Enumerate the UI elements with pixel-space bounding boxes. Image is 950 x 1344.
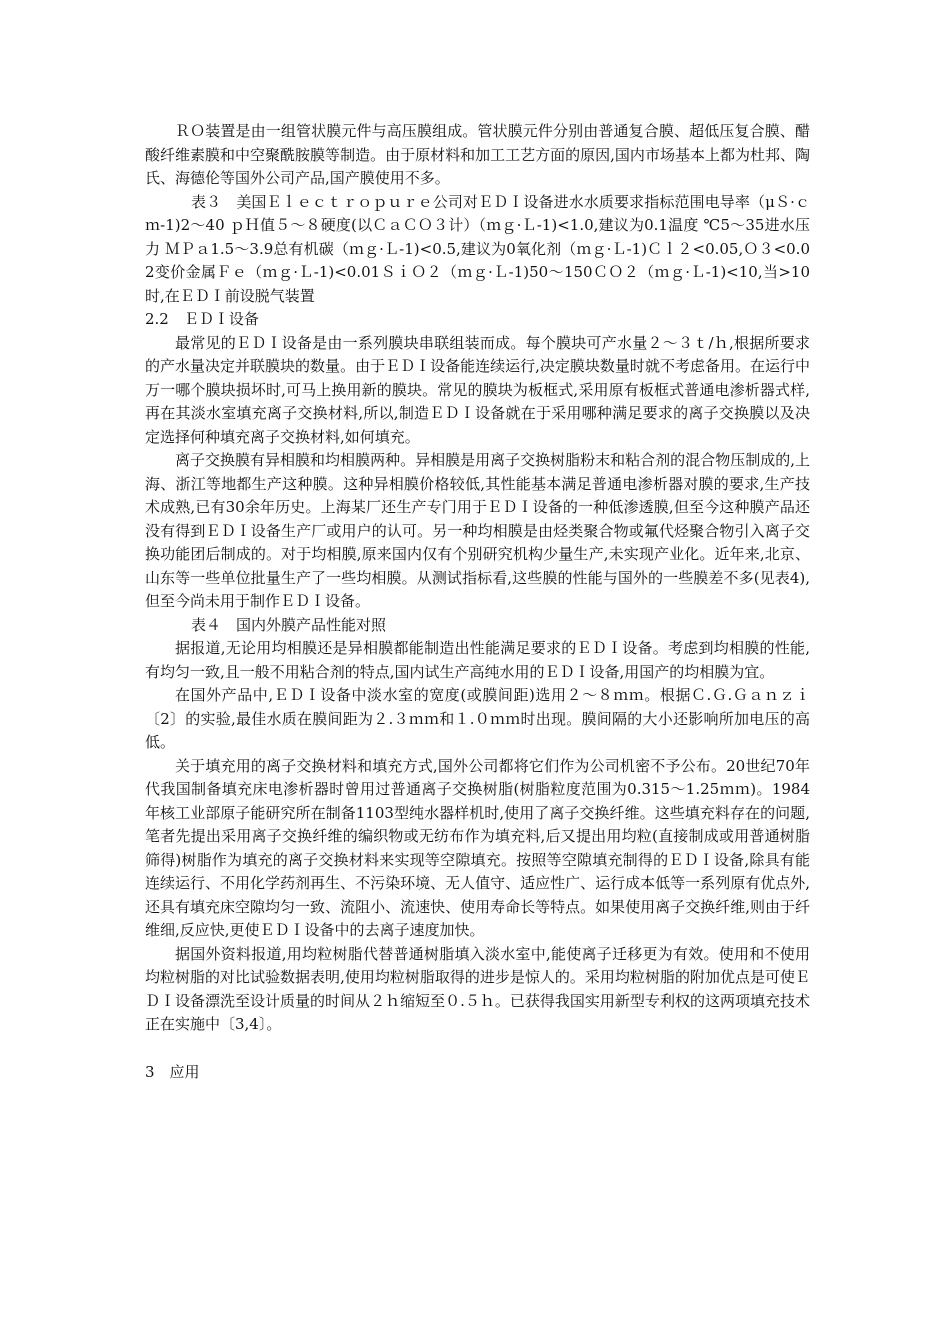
paragraph-membrane-choice: 据报道,无论用均相膜还是异相膜都能制造出性能满足要求的ＥＤＩ设备。考虑到均相膜的性能,有均匀一致,且一般不用粘合剂的特点,国内试生产高纯水用的ＥＤＩ设备,用国产的均相膜为宜。 (145, 639, 810, 681)
paragraph-ion-exchange-membranes: 离子交换膜有异相膜和均相膜两种。异相膜是用离子交换树脂粉末和粘合剂的混合物压制成的,上海、浙江等地都生产这种膜。这种异相膜价格较低,其性能基本满足普通电渗析器对膜的要求,生产技术成熟,已有30余年历史。上海某厂还生产专门用于ＥＤＩ设备的一种低渗透膜,但至今这种膜产品还没有得到ＥＤＩ设备生产厂或用户的认可。另一种均相膜是由烃类聚合物或氟代烃聚合物引入离子交换功能团后制成的。对于均相膜,原来国内仅有个别研究机构少量生产,未实现产业化。近年来,北京、山东等一些单位批量生产了一些均相膜。从测试指标看,这些膜的性能与国外的一些膜差不多(见表4),但至今尚未用于制作ＥＤＩ设备。 (145, 451, 810, 610)
table-4-caption: 表４ 国内外膜产品性能对照 (191, 615, 387, 634)
table-3-caption: 表３ 美国Ｅｌｅｃｔｒｏｐｕｒｅ公司对ＥＤＩ设备进水水质要求指标范围 (191, 192, 705, 211)
paragraph-filling-materials: 关于填充用的离子交换材料和填充方式,国外公司都将它们作为公司机密不予公布。20世纪70年代我国制备填充床电渗析器时曾用过普通离子交换树脂(树脂粒度范围为0.315～1.25ｍｍ)。1984年核工业部原子能研究所在制备1103型纯水器样机时,使用了离子交换纤维。这些填充料存在的问题,笔者先提出采用离子交换纤维的编织物或无纺布作为填充料,后又提出用均粒(直接制成或用普通树脂筛得)树脂作为填充的离子交换材料来实现等空隙填充。按照等空隙填充制得的ＥＤＩ设备,除具有能连续运行、不用化学药剂再生、不污染环境、无人值守、适应性广、运行成本低等一系列原有优点外,还具有填充床空隙均匀一致、流阻小、流速快、使用寿命长等特点。如果使用离子交换纤维,则由于纤维细,反应快,更使ＥＤＩ设备中的去离子速度加快。 (145, 756, 810, 939)
paragraph-chamber-width: 在国外产品中,ＥＤＩ设备中淡水室的宽度(或膜间距)选用２～８ｍｍ。根据Ｃ.Ｇ.Ｇａｎｚｉ〔2〕的实验,最佳水质在膜间距为２.３ｍｍ和１.０ｍｍ时出现。膜间隔的大小还影响所加电压的高低。 (145, 686, 810, 751)
section-heading-2-2: 2.2 ＥＤＩ设备 (145, 310, 259, 328)
table-3-body: 电导率（μＳ·ｃｍ-1)2～40 ｐＨ值５～８硬度(以ＣａＣＯ３计）（ｍｇ·Ｌ-1)<1.0,建议为0.1温度 ℃5～35进水压力 ＭＰａ1.5～3.9总有机碳（ｍｇ·Ｌ-1)<0.5,建议为0氧化剂（ｍｇ·Ｌ-1)Ｃｌ２<0.05,Ｏ３<0.02变价金属Ｆｅ（ｍｇ·Ｌ-1)<0.01ＳｉＯ２（ｍｇ·Ｌ-1)50～150ＣＯ２（ｍｇ·Ｌ-1)<10,当>10时,在ＥＤＩ前设脱气装置 (145, 192, 810, 305)
paragraph-ro-device: ＲＯ装置是由一组管状膜元件与高压膜组成。管状膜元件分别由普通复合膜、超低压复合膜、醋酸纤维素膜和中空聚酰胺膜等制造。由于原材料和加工工艺方面的原因,国内市场基本上都为杜邦、陶氏、海德伦等国外公司产品,国产膜使用不多。 (145, 122, 810, 187)
section-heading-3: 3 应用 (145, 1062, 200, 1081)
section-spacer (145, 1037, 810, 1061)
table-3-spec (145, 191, 810, 309)
paragraph-edi-structure: 最常见的ＥＤＩ设备是由一系列膜块串联组装而成。每个膜块可产水量２～３ｔ/ｈ,根据所要求的产水量决定并联膜块的数量。由于ＥＤＩ设备能连续运行,决定膜块数量时就不考虑备用。在运行中万一哪个膜块损坏时,可马上换用新的膜块。常见的膜块为板框式,采用原有板框式普通电渗析器式样,再在其淡水室填充离子交换材料,所以,制造ＥＤＩ设备就在于采用哪种满足要求的离子交换膜以及决定选择何种填充离子交换材料,如何填充。 (145, 333, 810, 446)
document-body (145, 120, 810, 1084)
paragraph-uniform-resin: 据国外资料报道,用均粒树脂代替普通树脂填入淡水室中,能使离子迁移更为有效。使用和不使用均粒树脂的对比试验数据表明,使用均粒树脂取得的进步是惊人的。采用均粒树脂的附加优点是可使ＥＤＩ设备漂洗至设计质量的时间从２ｈ缩短至０.５ｈ。已获得我国实用新型专利权的这两项填充技术正在实施中〔3,4〕。 (145, 944, 810, 1033)
